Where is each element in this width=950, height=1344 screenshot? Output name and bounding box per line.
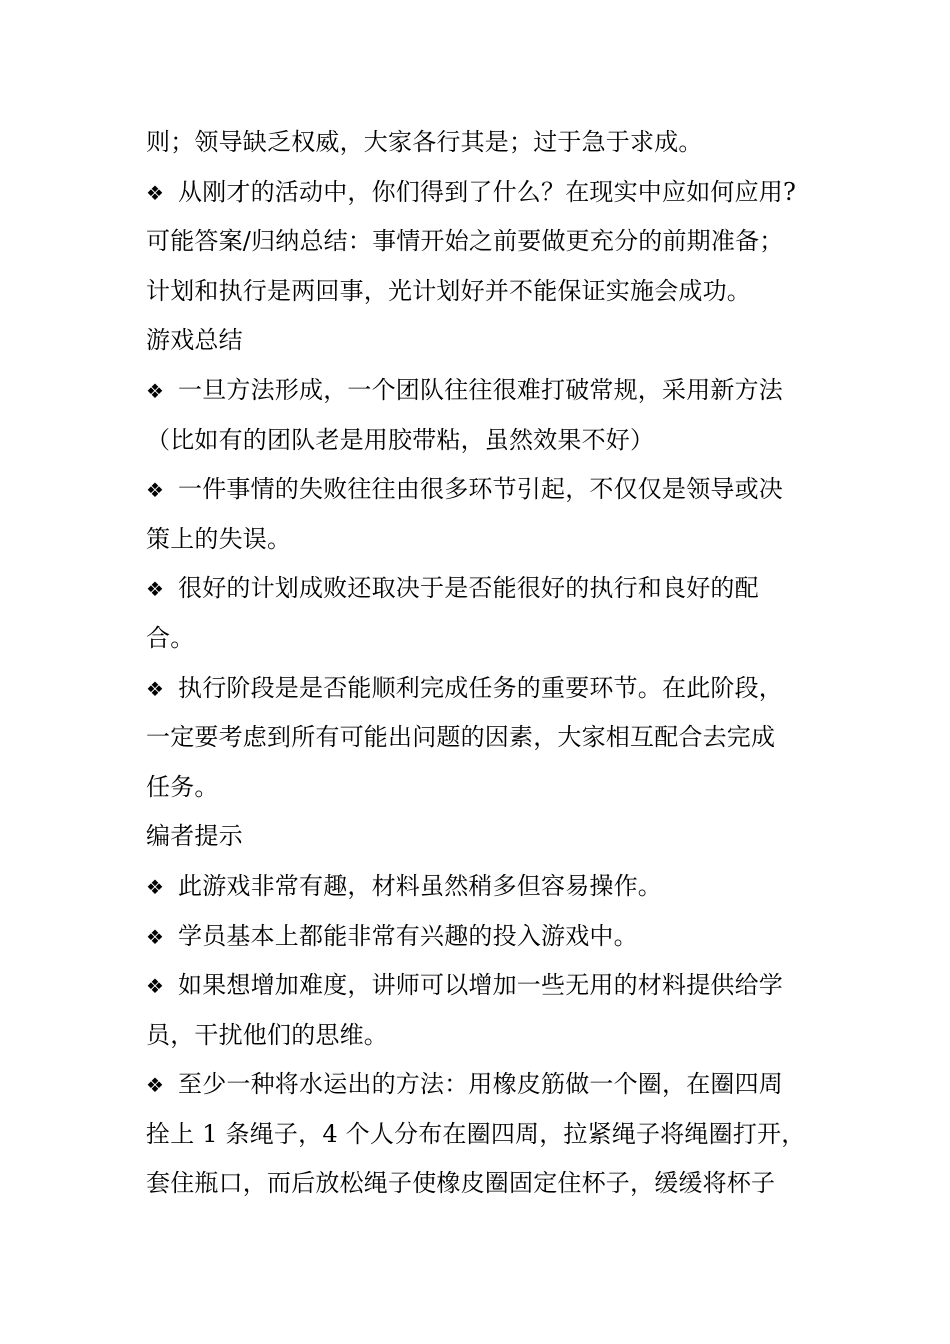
text-line <box>146 1159 816 1209</box>
text-line <box>146 416 816 466</box>
bullet-item <box>146 912 816 962</box>
section-heading <box>146 316 816 366</box>
text-line <box>146 614 816 664</box>
text-line <box>146 763 816 813</box>
text-line <box>146 1110 816 1160</box>
bullet-item <box>146 1060 816 1110</box>
line-text: 员，干扰他们的思维。 <box>146 1020 388 1049</box>
bullet-item <box>146 862 816 912</box>
line-text: 合。 <box>146 623 195 652</box>
bullet-text: 如果想增加难度，讲师可以增加一些无用的材料提供给学 <box>178 971 783 1000</box>
bullet-item <box>146 664 816 714</box>
bullet-text: 一旦方法形成，一个团队往往很难打破常规，采用新方法 <box>178 375 783 404</box>
bullet-text: 一件事情的失败往往由很多环节引起，不仅仅是领导或决 <box>178 475 783 504</box>
line-text: 则；领导缺乏权威，大家各行其是；过于急于求成。 <box>146 128 703 156</box>
text-line <box>146 713 816 763</box>
text-line <box>146 515 816 565</box>
line-text: 一定要考虑到所有可能出问题的因素，大家相互配合去完成 <box>146 723 776 752</box>
text-line <box>146 217 816 267</box>
line-text: （比如有的团队老是用胶带粘，虽然效果不好） <box>146 425 655 454</box>
line-text: 计划和执行是两回事，光计划好并不能保证实施会成功。 <box>146 276 751 305</box>
diamond-bullet-icon: ❖ <box>146 378 165 403</box>
line-text: 可能答案/归纳总结：事情开始之前要做更充分的前期准备； <box>146 227 784 256</box>
text-line <box>146 1011 816 1061</box>
bullet-item <box>146 564 816 614</box>
heading-text: 编者提示 <box>146 822 243 851</box>
document-body <box>146 118 816 1209</box>
heading-text: 游戏总结 <box>146 326 243 355</box>
text-line <box>146 118 816 168</box>
line-text: 拴上 1 条绳子，4 个人分布在圈四周，拉紧绳子将绳圈打开， <box>146 1119 806 1148</box>
bullet-text: 学员基本上都能非常有兴趣的投入游戏中。 <box>178 921 638 950</box>
bullet-item <box>146 465 816 515</box>
diamond-bullet-icon: ❖ <box>146 1073 165 1098</box>
diamond-bullet-icon: ❖ <box>146 676 165 701</box>
bullet-text: 此游戏非常有趣，材料虽然稍多但容易操作。 <box>178 871 662 900</box>
diamond-bullet-icon: ❖ <box>146 478 165 503</box>
diamond-bullet-icon: ❖ <box>146 577 165 602</box>
line-text: 策上的失误。 <box>146 524 292 553</box>
text-line <box>146 267 816 317</box>
bullet-text: 至少一种将水运出的方法：用橡皮筋做一个圈，在圈四周 <box>178 1070 783 1099</box>
bullet-text: 从刚才的活动中，你们得到了什么？在现实中应如何应用? <box>178 177 797 206</box>
diamond-bullet-icon: ❖ <box>146 924 165 949</box>
bullet-item <box>146 961 816 1011</box>
diamond-bullet-icon: ❖ <box>146 180 165 205</box>
line-text: 套住瓶口，而后放松绳子使橡皮圈固定住杯子，缓缓将杯子 <box>146 1169 776 1198</box>
bullet-text: 执行阶段是是否能顺利完成任务的重要环节。在此阶段， <box>178 673 783 702</box>
diamond-bullet-icon: ❖ <box>146 874 165 899</box>
section-heading <box>146 812 816 862</box>
bullet-item <box>146 366 816 416</box>
diamond-bullet-icon: ❖ <box>146 974 165 999</box>
bullet-item <box>146 168 816 218</box>
line-text: 任务。 <box>146 772 219 801</box>
bullet-text: 很好的计划成败还取决于是否能很好的执行和良好的配 <box>178 574 759 603</box>
